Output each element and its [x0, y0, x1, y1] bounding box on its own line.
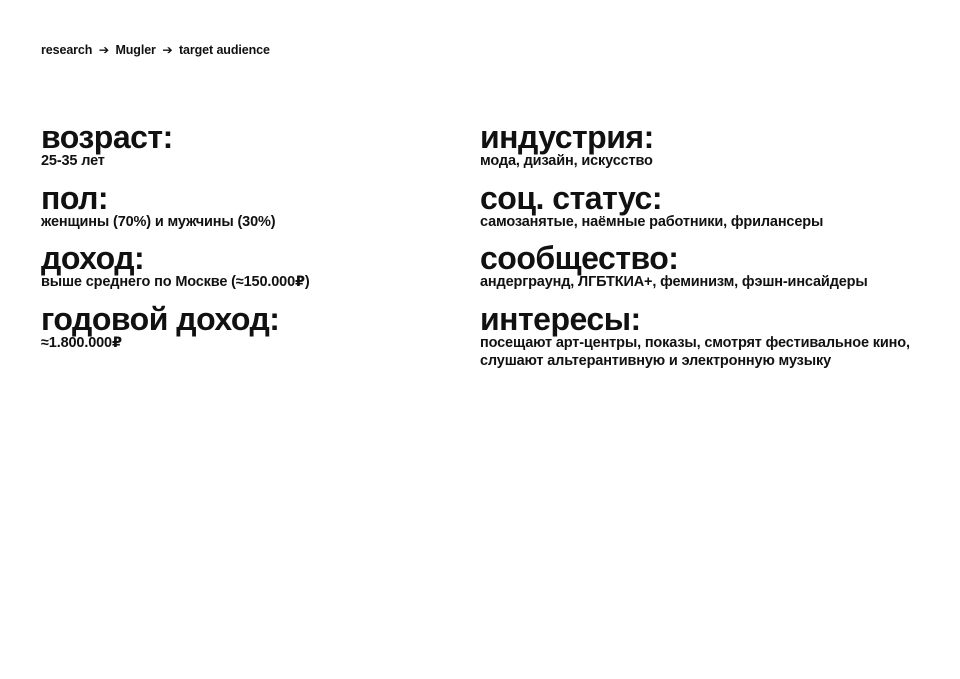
annual-income-heading: годовой доход: [41, 300, 280, 337]
interests-heading: интересы: [480, 300, 641, 337]
income-heading: доход: [41, 240, 145, 276]
gender-value: женщины (70%) и мужчины (30%) [41, 213, 276, 230]
breadcrumb-item-research: research [41, 43, 93, 57]
social-status-value: самозанятые, наёмные работники, фрилансеры [480, 213, 824, 230]
industry-value: мода, дизайн, искусство [480, 153, 653, 169]
age-heading: возраст: [41, 119, 173, 155]
gender-heading: пол: [41, 179, 109, 216]
income-value: выше среднего по Москве (≈150.000₽) [41, 274, 310, 290]
annual-income-block [41, 302, 441, 363]
arrow-right-icon: ➔ [162, 43, 173, 57]
social-status-block [480, 181, 920, 242]
breadcrumb [41, 42, 270, 57]
arrow-right-icon: ➔ [98, 43, 110, 57]
right-column [480, 119, 920, 369]
community-block [480, 241, 920, 302]
annual-income-value: ≈1.800.000₽ [41, 334, 122, 351]
age-block [41, 120, 441, 181]
social-status-heading: соц. статус: [480, 179, 662, 216]
interests-value: посещают арт-центры, показы, смотрят фестивальное кино, слушают альтерантивную и электронную музыку [480, 334, 910, 369]
gender-block [41, 181, 441, 242]
community-heading: сообщество: [480, 240, 679, 276]
community-value: андерграунд, ЛГБТКИА+, феминизм, фэшн-инсайдеры [480, 274, 868, 290]
industry-heading: индустрия: [480, 119, 654, 155]
breadcrumb-item-mugler: Mugler [115, 43, 156, 57]
industry-block [480, 120, 920, 181]
income-block [41, 241, 441, 302]
interests-block [480, 300, 920, 369]
breadcrumb-item-target-audience: target audience [178, 43, 270, 57]
left-column [41, 120, 441, 362]
age-value: 25-35 лет [41, 153, 105, 169]
